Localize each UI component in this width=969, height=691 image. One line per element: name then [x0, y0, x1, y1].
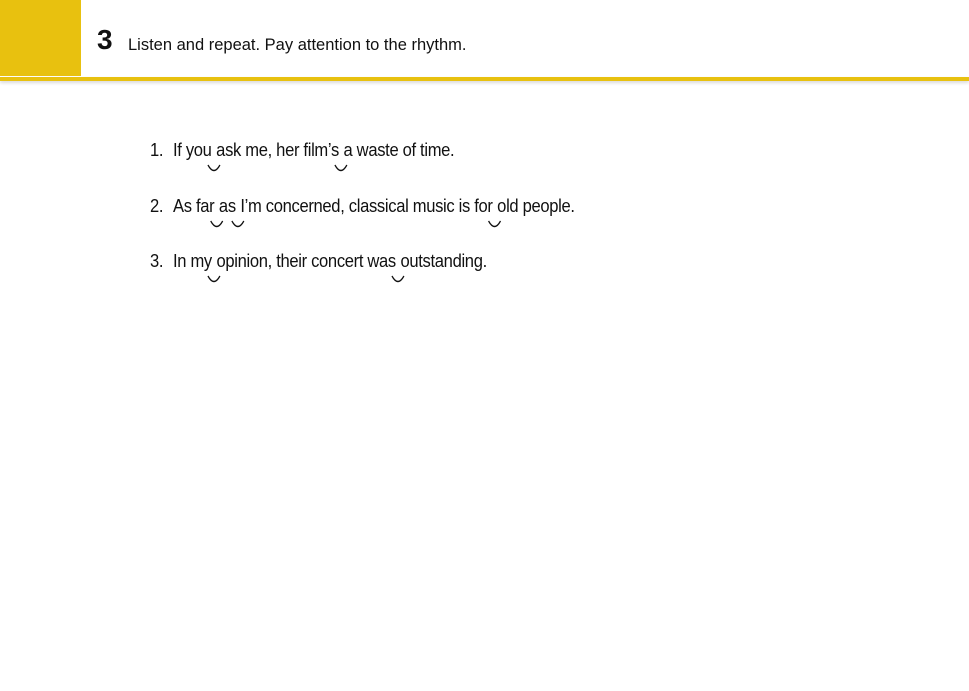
header-divider — [0, 77, 969, 81]
sentence-segment: In my — [173, 251, 212, 271]
sentence-list — [150, 139, 612, 306]
sentence-segment: opinion, their concert was — [216, 251, 396, 271]
sentence-segment: old people. — [497, 195, 575, 216]
sentence-segment: If you — [173, 140, 212, 160]
header-accent-block — [0, 0, 81, 76]
linking-arc-icon — [214, 211, 219, 212]
linking-arc-icon — [339, 155, 344, 156]
sentence-number: 1. — [150, 140, 164, 160]
sentence-segment: ask me, her film’s — [216, 140, 339, 160]
exercise-instruction: Listen and repeat. Pay attention to the rhythm. — [128, 36, 467, 54]
linking-arc-icon — [236, 211, 241, 212]
sentence-segment: outstanding. — [400, 251, 487, 271]
linking-arc-icon — [396, 266, 401, 267]
exercise-header — [0, 0, 969, 78]
linking-arc-icon — [212, 155, 217, 156]
sentence-segment: a waste of time. — [343, 140, 455, 160]
sentence-number: 2. — [150, 195, 164, 216]
sentence-2 — [150, 195, 575, 251]
sentence-segment: As far — [173, 195, 215, 216]
linking-arc-icon — [493, 211, 498, 212]
linking-arc-icon — [212, 266, 217, 267]
exercise-number: 3 — [97, 24, 113, 55]
sentence-number: 3. — [150, 251, 164, 271]
sentence-3 — [150, 250, 575, 306]
sentence-segment: I’m concerned, classical music is for — [240, 195, 493, 216]
sentence-segment: as — [218, 195, 236, 216]
sentence-1 — [150, 139, 575, 195]
